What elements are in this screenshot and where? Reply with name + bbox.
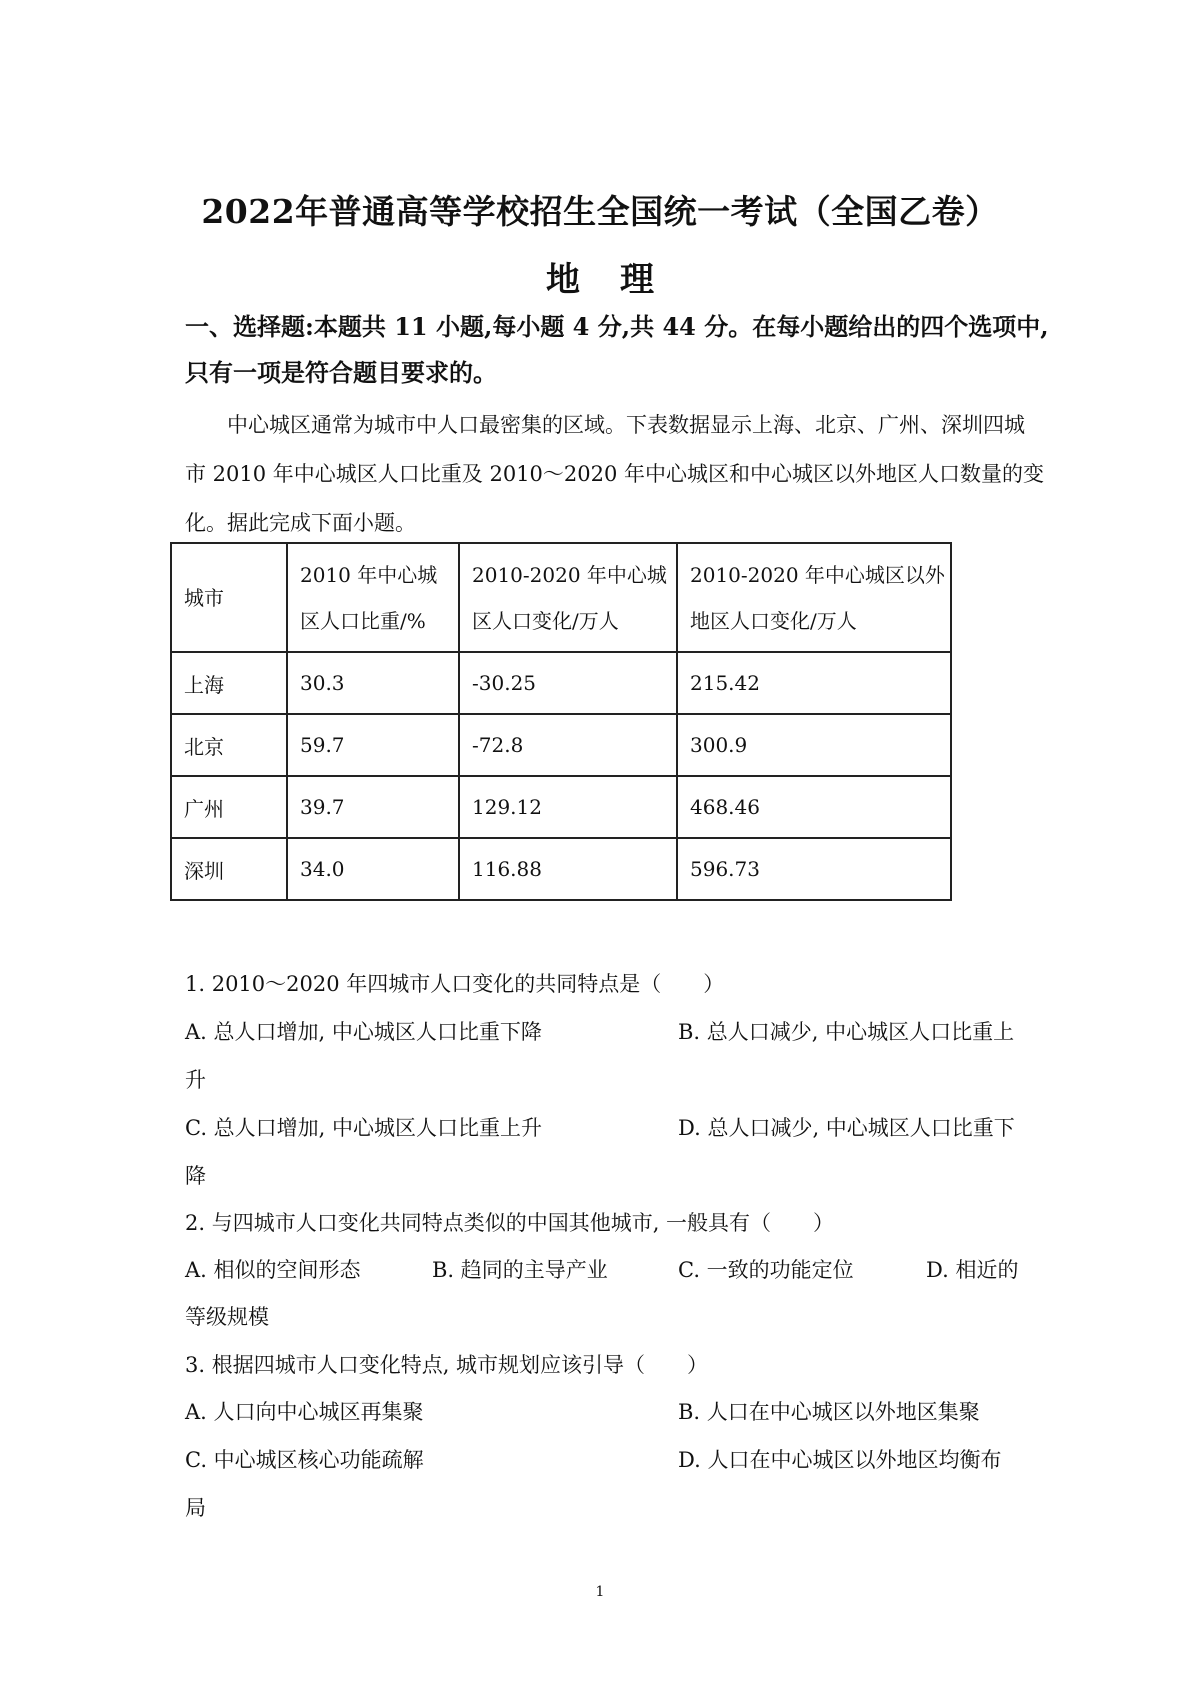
table-cell: 39.7 [287,776,459,838]
table-cell: 广州 [171,776,287,838]
table-cell: 34.0 [287,838,459,900]
table-cell: 59.7 [287,714,459,776]
question-1-option-d-wrap: 降 [185,1164,206,1188]
page-number: 1 [595,1584,605,1600]
section-heading [185,304,1049,396]
table-cell: 596.73 [677,838,951,900]
table-cell: -30.25 [459,652,677,714]
table-cell: 上海 [171,652,287,714]
question-3-option-a: A. 人口向中心城区再集聚 [185,1400,424,1424]
table-cell: 深圳 [171,838,287,900]
table-cell: 30.3 [287,652,459,714]
table-row [171,776,951,838]
table-cell: 129.12 [459,776,677,838]
intro-line-2: 市 2010 年中心城区人口比重及 2010～2020 年中心城区和中心城区以外地区人口数量的变 [185,462,1045,486]
exam-title: 2022年普通高等学校招生全国统一考试（全国乙卷） [201,192,999,231]
intro-line-3: 化。据此完成下面小题。 [185,511,416,535]
question-3-stem: 3. 根据四城市人口变化特点, 城市规划应该引导（ ） [185,1353,709,1377]
intro-line-1: 中心城区通常为城市中人口最密集的区域。下表数据显示上海、北京、广州、深圳四城 [227,413,1025,437]
table-header-cell: 2010-2020 年中心城 区人口变化/万人 [459,543,677,652]
question-3-option-d-wrap: 局 [185,1496,206,1520]
table-cell: -72.8 [459,714,677,776]
table-header-cell: 城市 [171,543,287,652]
question-2-stem: 2. 与四城市人口变化共同特点类似的中国其他城市, 一般具有（ ） [185,1211,835,1235]
population-table [170,542,952,901]
intro-paragraph [185,401,1045,548]
table-header-row [171,543,951,652]
question-3-option-c: C. 中心城区核心功能疏解 [185,1448,424,1472]
question-1-option-c: C. 总人口增加, 中心城区人口比重上升 [185,1116,543,1140]
table-cell: 北京 [171,714,287,776]
table-header-cell: 2010-2020 年中心城区以外 地区人口变化/万人 [677,543,951,652]
table-cell: 300.9 [677,714,951,776]
question-1-option-a: A. 总人口增加, 中心城区人口比重下降 [185,1020,542,1044]
table-cell: 116.88 [459,838,677,900]
table-row [171,838,951,900]
question-1-option-d: D. 总人口减少, 中心城区人口比重下 [678,1116,1015,1140]
question-2-option-a: A. 相似的空间形态 [185,1258,361,1282]
table-header-cell: 2010 年中心城 区人口比重/% [287,543,459,652]
section-line-1: 一、选择题:本题共 11 小题,每小题 4 分,共 44 分。在每小题给出的四个选项中, [185,312,1049,341]
question-2-option-d: D. 相近的 [926,1258,1019,1282]
question-3-option-b: B. 人口在中心城区以外地区集聚 [678,1400,980,1424]
question-2-option-b: B. 趋同的主导产业 [432,1258,608,1282]
subject-title: 地理 [546,260,694,300]
question-2-option-d-wrap: 等级规模 [185,1305,269,1329]
question-1-option-b: B. 总人口减少, 中心城区人口比重上 [678,1020,1015,1044]
question-1-stem: 1. 2010～2020 年四城市人口变化的共同特点是（ ） [185,972,725,996]
section-line-2: 只有一项是符合题目要求的。 [185,358,497,387]
question-2-option-c: C. 一致的功能定位 [678,1258,854,1282]
question-3-option-d: D. 人口在中心城区以外地区均衡布 [678,1448,1002,1472]
table-cell: 468.46 [677,776,951,838]
question-1-option-b-wrap: 升 [185,1068,206,1092]
table-row [171,652,951,714]
table-row [171,714,951,776]
table-cell: 215.42 [677,652,951,714]
